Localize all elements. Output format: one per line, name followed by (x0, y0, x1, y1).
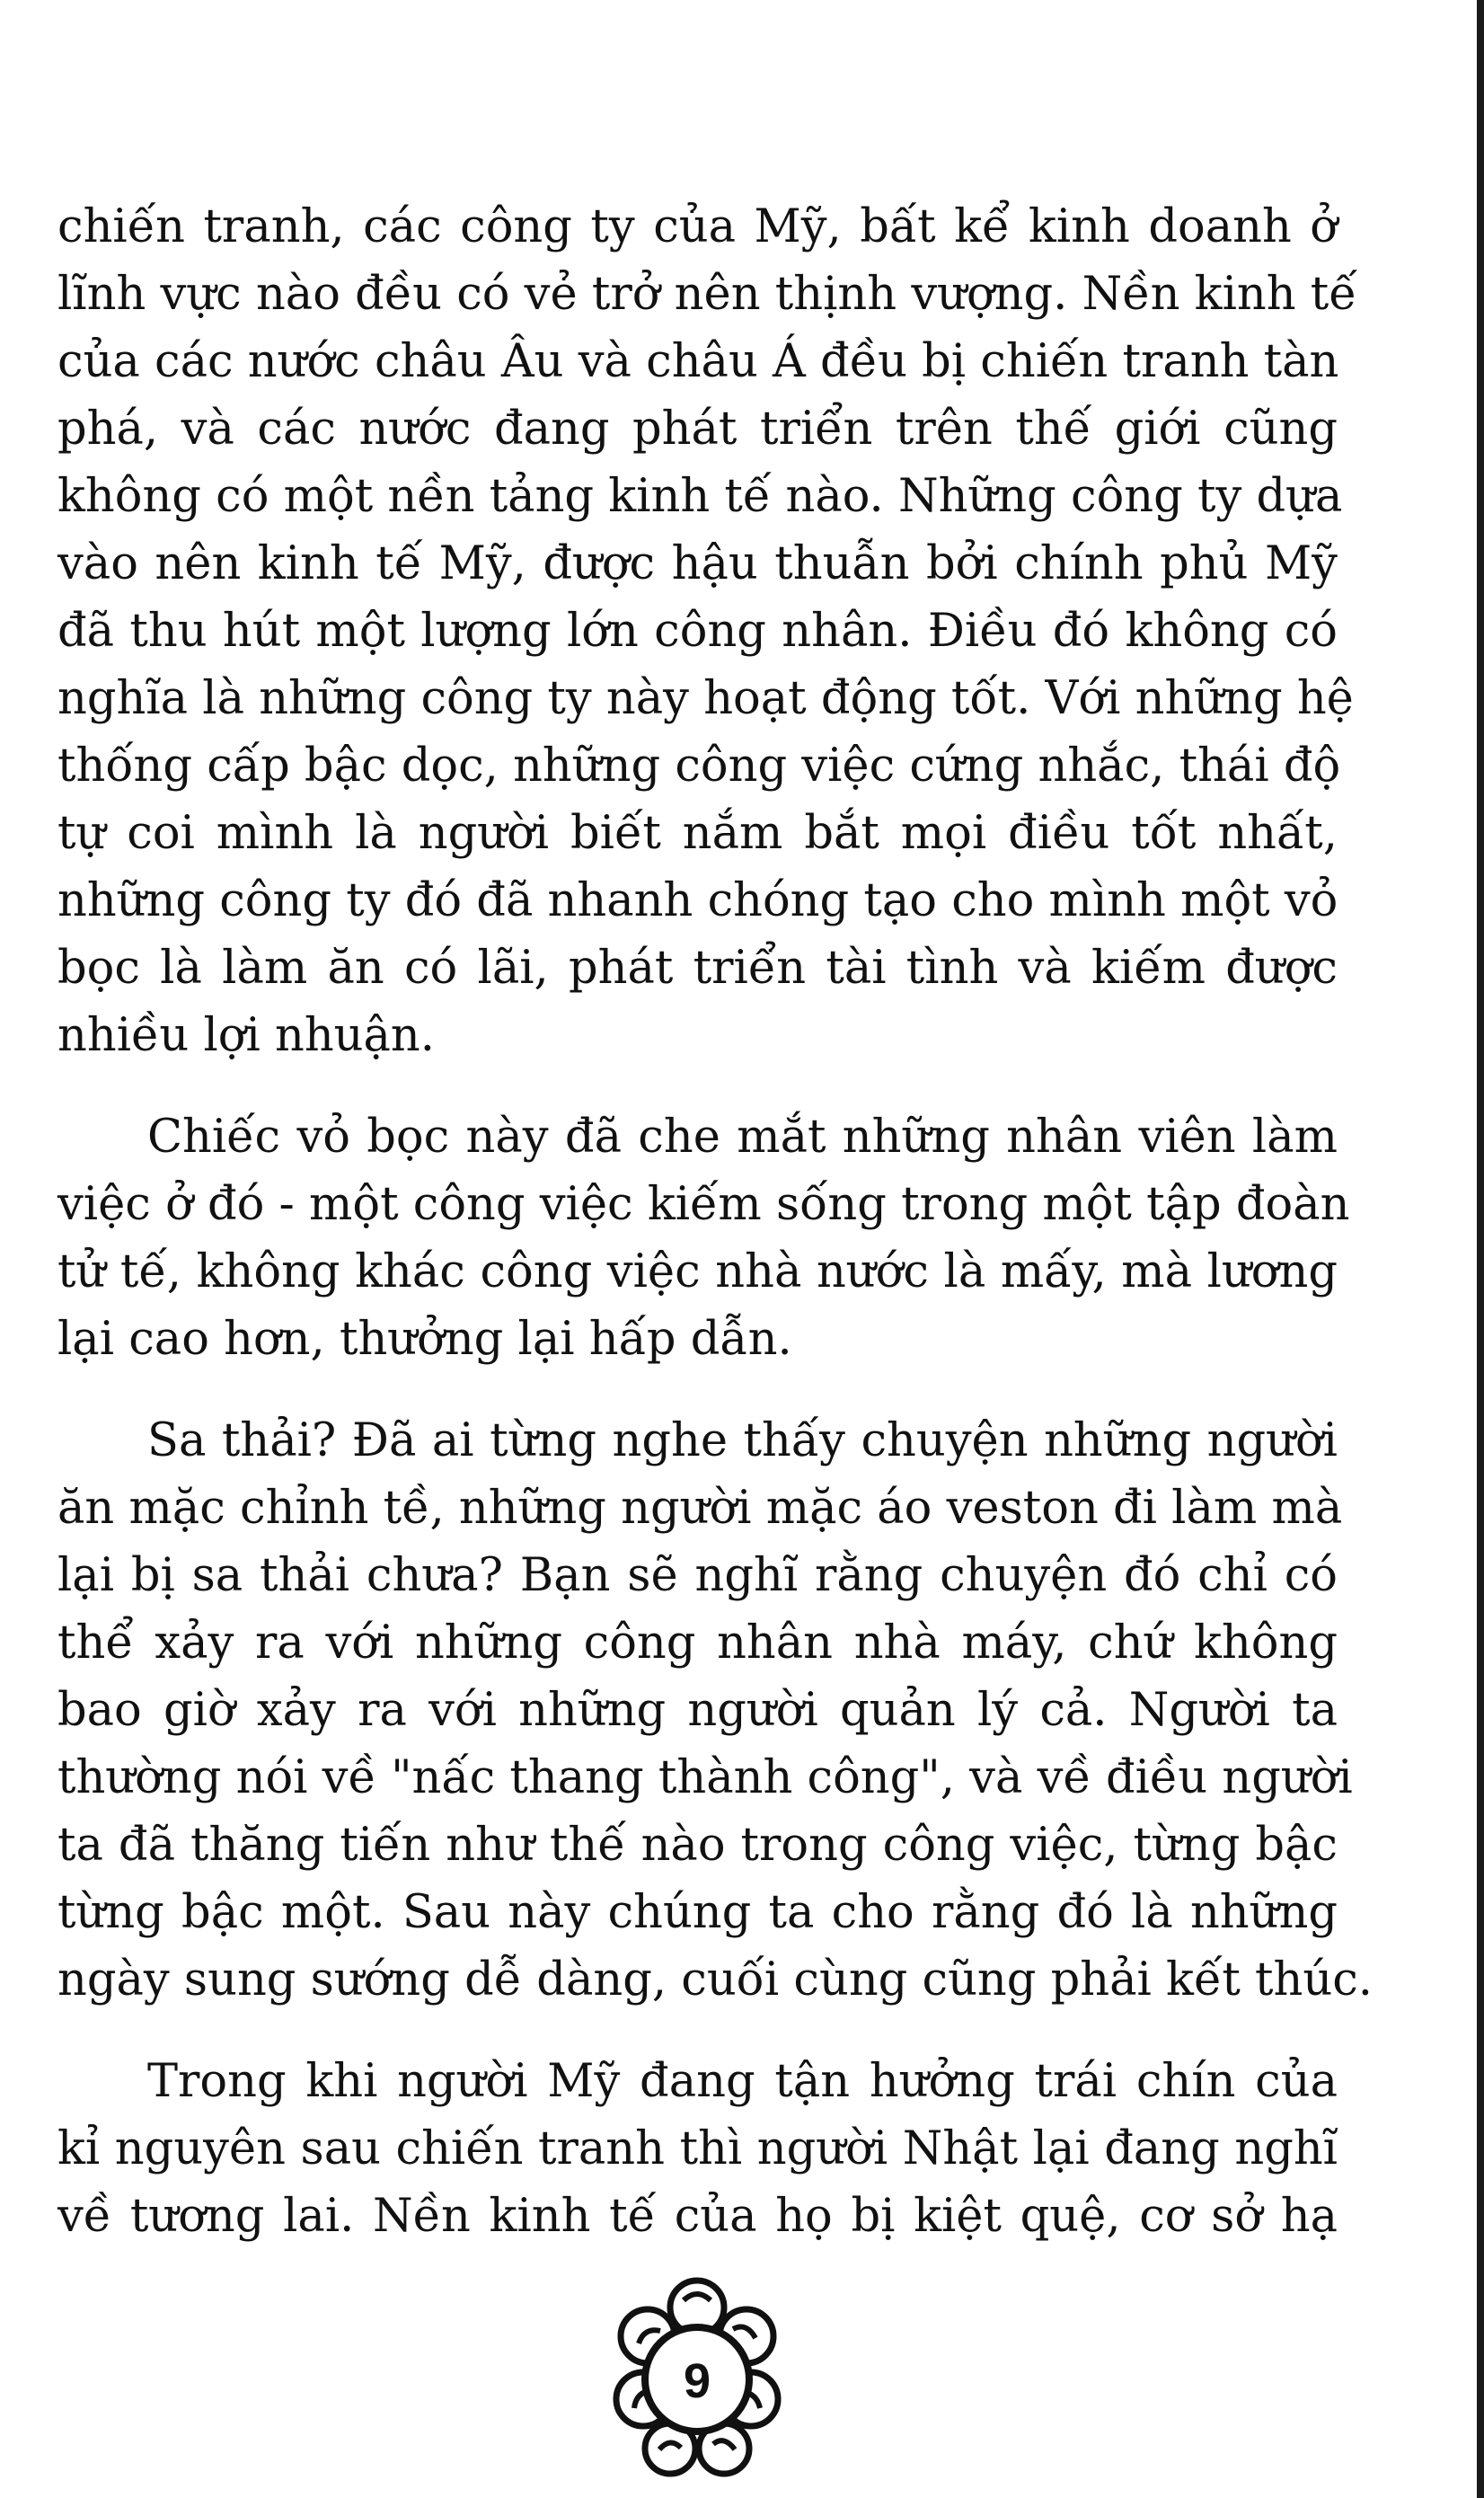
text-line: việc ở đó - một công việc kiếm sống trong một tập đoàn (57, 1178, 1350, 1231)
paragraph-2 (57, 1103, 1350, 1373)
text-line: phá, và các nước đang phát triển trên thế giới cũng (57, 403, 1338, 456)
text-line: của các nước châu Âu và châu Á đều bị chiến tranh tàn (57, 335, 1339, 388)
page-number-ornament (598, 2273, 796, 2480)
text-line: đã thu hút một lượng lớn công nhân. Điều đó không có (57, 605, 1338, 658)
paragraph-4 (57, 2048, 1338, 2250)
page-number: 9 (683, 2354, 711, 2408)
text-line: lại bị sa thải chưa? Bạn sẽ nghĩ rằng chuyện đó chỉ có (57, 1549, 1338, 1602)
text-line: về tương lai. Nền kinh tế của họ bị kiệt quệ, cơ sở hạ (57, 2190, 1338, 2243)
text-line: nghĩa là những công ty này hoạt động tốt. Với những hệ (57, 672, 1354, 725)
paragraph-3 (57, 1407, 1374, 2014)
text-line: bọc là làm ăn có lãi, phát triển tài tình và kiếm được (57, 942, 1338, 995)
text-line: không có một nền tảng kinh tế nào. Những công ty dựa (57, 470, 1343, 523)
text-line: nhiều lợi nhuận. (57, 1009, 435, 1062)
text-line: bao giờ xảy ra với những người quản lý cả. Người ta (57, 1684, 1338, 1737)
text-line: ta đã thăng tiến như thế nào trong công việc, từng bậc (57, 1819, 1338, 1872)
text-line: những công ty đó đã nhanh chóng tạo cho mình một vỏ (57, 874, 1338, 927)
text-line: Trong khi người Mỹ đang tận hưởng trái chín của (147, 2055, 1338, 2108)
text-line: ăn mặc chỉnh tề, những người mặc áo veston đi làm mà (57, 1482, 1343, 1535)
text-line: tử tế, không khác công việc nhà nước là mấy, mà lương (57, 1245, 1338, 1298)
text-line: tự coi mình là người biết nắm bắt mọi điều tốt nhất, (57, 807, 1338, 860)
text-line: kỉ nguyên sau chiến tranh thì người Nhật lại đang nghĩ (57, 2122, 1338, 2175)
text-line: chiến tranh, các công ty của Mỹ, bất kể kinh doanh ở (57, 200, 1338, 253)
page-edge (1477, 0, 1484, 2498)
text-line: lĩnh vực nào đều có vẻ trở nên thịnh vượng. Nền kinh tế (57, 268, 1357, 321)
text-line: vào nên kinh tế Mỹ, được hậu thuẫn bởi chính phủ Mỹ (57, 537, 1338, 590)
text-line: thể xảy ra với những công nhân nhà máy, chứ không (57, 1617, 1338, 1670)
text-line: ngày sung sướng dễ dàng, cuối cùng cũng phải kết thúc. (57, 1953, 1374, 2006)
text-line: thống cấp bậc dọc, những công việc cứng nhắc, thái độ (57, 740, 1341, 793)
text-line: lại cao hơn, thưởng lại hấp dẫn. (57, 1313, 792, 1366)
body-text (57, 193, 1374, 2250)
text-line: Sa thải? Đã ai từng nghe thấy chuyện những người (147, 1414, 1338, 1467)
paragraph-1 (57, 193, 1357, 1069)
text-line: thường nói về "nấc thang thành công", và về điều người (57, 1751, 1353, 1804)
text-line: Chiếc vỏ bọc này đã che mắt những nhân viên làm (147, 1111, 1338, 1164)
text-line: từng bậc một. Sau này chúng ta cho rằng đó là những (57, 1886, 1338, 1939)
